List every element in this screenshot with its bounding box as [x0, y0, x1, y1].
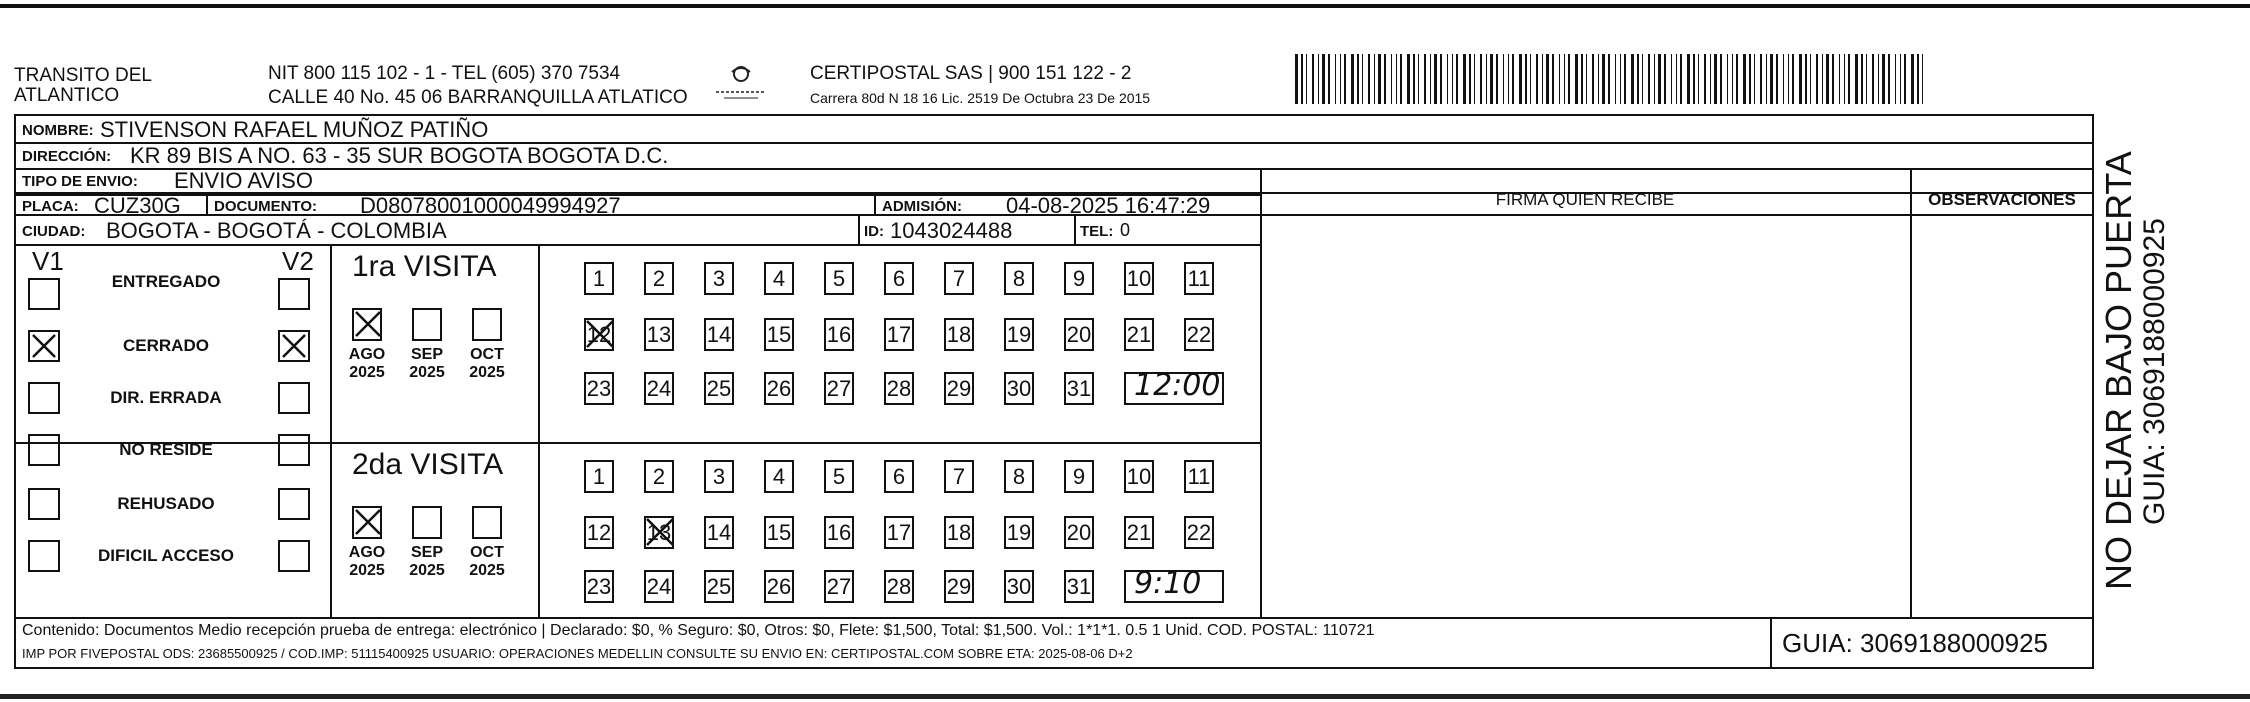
status-label: NO RESIDE	[119, 440, 213, 459]
bottom-border	[0, 694, 2250, 699]
day-box[interactable]: 25	[704, 570, 734, 603]
admision-value: 04-08-2025 16:47:29	[1006, 193, 1211, 218]
issuer-name	[14, 66, 152, 106]
day-box[interactable]: 2	[644, 460, 674, 493]
day-box[interactable]: 8	[1004, 460, 1034, 493]
company-logo-icon	[712, 62, 770, 106]
footer-guia: GUIA: 3069188000925	[1782, 628, 2048, 658]
delivery-form	[14, 114, 2094, 669]
day-box[interactable]: 31	[1064, 372, 1094, 405]
v1-label: V1	[32, 246, 64, 276]
day-box[interactable]: 21	[1124, 516, 1154, 549]
visit-title: 1ra VISITA	[352, 250, 497, 283]
documento-label: DOCUMENTO:	[214, 198, 318, 215]
day-box[interactable]: 1	[584, 460, 614, 493]
day-box[interactable]: 12	[584, 318, 614, 351]
documento-value: D08078001000049994927	[360, 193, 621, 218]
company-name: CERTIPOSTAL SAS | 900 151 122 - 2	[810, 63, 1132, 84]
tel-label: TEL:	[1080, 223, 1114, 240]
address-text: CALLE 40 No. 45 06 BARRANQUILLA ATLATICO	[268, 87, 688, 108]
license-text: Carrera 80d N 18 16 Lic. 2519 De Octubra 23 De 2015	[810, 90, 1151, 106]
direccion-label: DIRECCIÓN:	[22, 148, 112, 165]
day-box[interactable]: 22	[1184, 516, 1214, 549]
month-checkbox[interactable]	[352, 308, 382, 341]
day-box[interactable]: 28	[884, 372, 914, 405]
day-box[interactable]: 24	[644, 570, 674, 603]
day-box[interactable]: 5	[824, 262, 854, 295]
handwritten-time: 12:00	[1134, 368, 1221, 403]
day-box[interactable]: 26	[764, 372, 794, 405]
day-box[interactable]: 16	[824, 516, 854, 549]
day-box[interactable]: 10	[1124, 262, 1154, 295]
month-checkbox[interactable]	[412, 308, 442, 341]
day-box[interactable]: 29	[944, 372, 974, 405]
side-guia: GUIA: 3069188000925	[2138, 218, 2171, 525]
day-box[interactable]: 3	[704, 262, 734, 295]
day-box[interactable]: 2	[644, 262, 674, 295]
barcode	[1295, 54, 1931, 104]
day-box[interactable]: 4	[764, 460, 794, 493]
nombre-value: STIVENSON RAFAEL MUÑOZ PATIÑO	[100, 117, 489, 142]
issuer-line-1: TRANSITO DEL	[14, 65, 152, 86]
company-info	[810, 64, 1150, 106]
day-box[interactable]: 30	[1004, 372, 1034, 405]
v2-checkbox[interactable]	[278, 540, 310, 572]
day-box[interactable]: 26	[764, 570, 794, 603]
placa-value: CUZ30G	[94, 193, 181, 218]
day-box[interactable]: 9	[1064, 460, 1094, 493]
day-box[interactable]: 6	[884, 460, 914, 493]
top-border	[0, 4, 2250, 8]
id-value: 1043024488	[890, 218, 1013, 243]
v2-label: V2	[282, 246, 314, 276]
day-box[interactable]: 25	[704, 372, 734, 405]
day-box[interactable]: 7	[944, 460, 974, 493]
day-box[interactable]: 18	[944, 318, 974, 351]
v1-checkbox[interactable]	[28, 488, 60, 520]
side-warning: NO DEJAR BAJO PUERTA	[2098, 151, 2139, 590]
tipo-envio-value: ENVIO AVISO	[174, 168, 313, 193]
v1-checkbox[interactable]	[28, 330, 60, 362]
v2-checkbox[interactable]	[278, 434, 310, 466]
day-box[interactable]: 13	[644, 516, 674, 549]
v2-checkbox[interactable]	[278, 278, 310, 310]
footer-content: Contenido: Documentos Medio recepción prueba de entrega: electrónico | Declarado: $0, % Seguro: $0, Otros: $0, Flete: $1,500, Total: $1,500. Vol.: 1*1*1. 0.5 1 Unid. COD. POSTAL: 110721	[22, 622, 1375, 639]
day-box[interactable]: 27	[824, 372, 854, 405]
day-box[interactable]: 17	[884, 516, 914, 549]
day-box[interactable]: 1	[584, 262, 614, 295]
month-label: OCT 2025	[469, 346, 505, 381]
day-box[interactable]: 11	[1184, 460, 1214, 493]
ciudad-value: BOGOTA - BOGOTÁ - COLOMBIA	[106, 218, 447, 243]
v2-checkbox[interactable]	[278, 330, 310, 362]
status-label: DIR. ERRADA	[110, 388, 222, 407]
day-box[interactable]: 28	[884, 570, 914, 603]
v1-checkbox[interactable]	[28, 434, 60, 466]
day-box[interactable]: 14	[704, 318, 734, 351]
firma-label: FIRMA QUIEN RECIBE	[1495, 190, 1675, 209]
month-label: AGO 2025	[348, 346, 386, 381]
day-box[interactable]: 24	[644, 372, 674, 405]
nombre-label: NOMBRE:	[22, 122, 94, 139]
handwritten-time: 9:10	[1134, 566, 1202, 601]
day-box[interactable]: 19	[1004, 318, 1034, 351]
v2-checkbox[interactable]	[278, 488, 310, 520]
tipo-envio-label: TIPO DE ENVIO:	[22, 173, 138, 190]
day-box[interactable]: 21	[1124, 318, 1154, 351]
day-box[interactable]: 19	[1004, 516, 1034, 549]
tel-value: 0	[1120, 220, 1131, 240]
day-box[interactable]: 15	[764, 318, 794, 351]
nit-text: NIT 800 115 102 - 1 - TEL (605) 370 7534	[268, 63, 621, 84]
footer-imp: IMP POR FIVEPOSTAL ODS: 23685500925 / COD.IMP: 51115400925 USUARIO: OPERACIONES MEDELLIN CONSULTE SU ENVIO EN: CERTIPOSTAL.COM SOBRE ETA: 2025-08-06 D+2	[22, 646, 1133, 661]
v2-checkbox[interactable]	[278, 382, 310, 414]
month-checkbox[interactable]	[472, 308, 502, 341]
day-box[interactable]: 31	[1064, 570, 1094, 603]
day-box[interactable]: 3	[704, 460, 734, 493]
ciudad-label: CIUDAD:	[22, 223, 86, 240]
observaciones-label: OBSERVACIONES	[1928, 190, 2076, 209]
v1-checkbox[interactable]	[28, 382, 60, 414]
v1-checkbox[interactable]	[28, 540, 60, 572]
id-label: ID:	[864, 223, 884, 240]
day-box[interactable]: 5	[824, 460, 854, 493]
status-label: CERRADO	[123, 336, 209, 355]
day-box[interactable]: 9	[1064, 262, 1094, 295]
month-checkbox[interactable]	[412, 506, 442, 539]
v1-checkbox[interactable]	[28, 278, 60, 310]
day-box[interactable]: 10	[1124, 460, 1154, 493]
day-box[interactable]: 20	[1064, 318, 1094, 351]
direccion-value: KR 89 BIS A NO. 63 - 35 SUR BOGOTA BOGOTA D.C.	[130, 143, 669, 168]
day-box[interactable]: 22	[1184, 318, 1214, 351]
day-box[interactable]: 13	[644, 318, 674, 351]
day-box[interactable]: 30	[1004, 570, 1034, 603]
day-box[interactable]: 18	[944, 516, 974, 549]
day-box[interactable]: 16	[824, 318, 854, 351]
visit-title: 2da VISITA	[352, 448, 504, 481]
month-label: OCT 2025	[469, 544, 505, 579]
day-box[interactable]: 6	[884, 262, 914, 295]
status-label: DIFICIL ACCESO	[97, 546, 234, 565]
month-checkbox[interactable]	[472, 506, 502, 539]
day-box[interactable]: 15	[764, 516, 794, 549]
day-box[interactable]: 8	[1004, 262, 1034, 295]
day-box[interactable]: 4	[764, 262, 794, 295]
issuer-line-2: ATLANTICO	[14, 85, 120, 106]
month-checkbox[interactable]	[352, 506, 382, 539]
day-box[interactable]: 7	[944, 262, 974, 295]
month-label: SEP 2025	[409, 544, 445, 579]
day-box[interactable]: 23	[584, 570, 614, 603]
issuer-contact	[268, 64, 688, 108]
day-box[interactable]: 29	[944, 570, 974, 603]
admision-label: ADMISIÓN:	[882, 198, 962, 215]
status-label: REHUSADO	[117, 494, 215, 513]
day-box[interactable]: 12	[584, 516, 614, 549]
month-label: AGO 2025	[348, 544, 386, 579]
day-box[interactable]: 27	[824, 570, 854, 603]
day-box[interactable]: 20	[1064, 516, 1094, 549]
day-box[interactable]: 17	[884, 318, 914, 351]
placa-label: PLACA:	[22, 198, 79, 215]
month-label: SEP 2025	[409, 346, 445, 381]
day-box[interactable]: 11	[1184, 262, 1214, 295]
day-box[interactable]: 14	[704, 516, 734, 549]
status-label: ENTREGADO	[111, 272, 221, 291]
day-box[interactable]: 23	[584, 372, 614, 405]
